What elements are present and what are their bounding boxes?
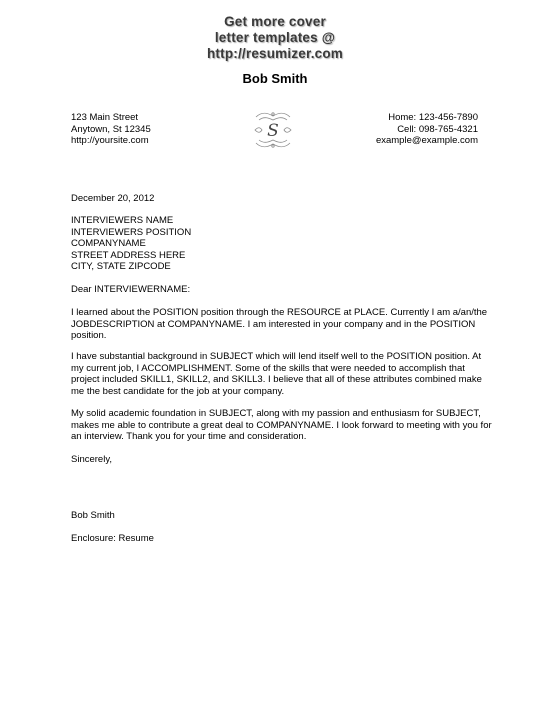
ornamental-monogram-icon xyxy=(252,109,294,151)
promo-link[interactable]: http://resumizer.com xyxy=(206,46,344,61)
paragraph-line: me the best candidate for the job at your company. xyxy=(71,385,285,397)
sender-street: 123 Main Street xyxy=(71,112,139,123)
enclosure-note: Enclosure: Resume xyxy=(71,533,154,544)
sender-city: Anytown, St 12345 xyxy=(71,123,151,135)
paragraph-intro xyxy=(71,307,488,342)
paragraph-line: makes me able to contribute a great deal to COMPANYNAME. I look forward to meeting with you for xyxy=(71,419,492,431)
paragraph-line: project included SKILL1, SKILL2, and SKILL3. I believe that all of these attributes combined make xyxy=(71,374,482,385)
promo-line-2: letter templates @ xyxy=(214,30,336,45)
recipient-name: INTERVIEWERS NAME xyxy=(71,215,174,226)
paragraph-line: position. xyxy=(71,330,107,341)
paragraph-foundation xyxy=(71,408,492,443)
sender-website[interactable]: http://yoursite.com xyxy=(71,135,149,147)
promo-line-1: Get more cover xyxy=(224,14,326,29)
sender-home-phone: Home: 123-456-7890 xyxy=(388,112,478,123)
recipient-city: CITY, STATE ZIPCODE xyxy=(71,261,171,272)
sender-email[interactable]: example@example.com xyxy=(375,135,478,147)
recipient-position: INTERVIEWERS POSITION xyxy=(71,226,192,238)
monogram-letter: S xyxy=(267,121,279,141)
paragraph-line: my current job, I ACCOMPLISHMENT. Some of the skills that were needed to accomplish that xyxy=(71,362,465,374)
sender-contact-block xyxy=(376,112,478,147)
recipient-block xyxy=(71,215,483,273)
paragraph-line: My solid academic foundation in SUBJECT, along with my passion and enthusiasm for SUBJECT, xyxy=(71,408,481,419)
paragraph-line: JOBDESCRIPTION at COMPANYNAME. I am interested in your company and in the POSITION xyxy=(71,318,476,330)
promo-banner xyxy=(0,14,550,62)
sender-address-block xyxy=(71,112,151,147)
paragraph-line: I learned about the POSITION position through the RESOURCE at PLACE. Currently I am a/an/the xyxy=(71,307,488,318)
paragraph-line: an interview. Thank you for your time and consideration. xyxy=(71,431,307,442)
closing: Sincerely, xyxy=(71,454,113,465)
salutation: Dear INTERVIEWERNAME: xyxy=(71,284,191,295)
letter-date: December 20, 2012 xyxy=(71,193,155,204)
sender-cell-phone: Cell: 098-765-4321 xyxy=(397,123,478,135)
recipient-company: COMPANYNAME xyxy=(71,238,146,249)
paragraph-background xyxy=(71,351,483,397)
recipient-street: STREET ADDRESS HERE xyxy=(71,249,186,261)
paragraph-line: I have substantial background in SUBJECT which will lend itself well to the POSITION position. At xyxy=(71,351,482,362)
signer-name: Bob Smith xyxy=(71,510,115,521)
sender-name: Bob Smith xyxy=(242,71,308,86)
